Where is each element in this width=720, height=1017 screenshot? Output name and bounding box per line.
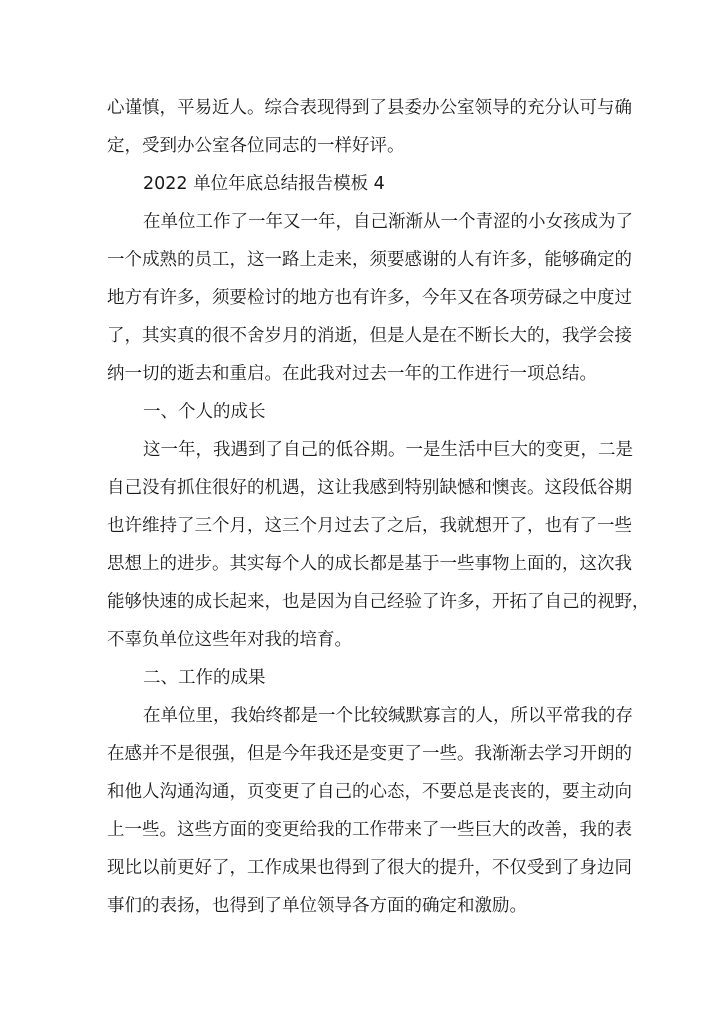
paragraph-line: 一个成熟的员工，这一路上走来，须要感谢的人有许多，能够确定的 — [107, 250, 632, 270]
section-title: 2022 单位年底总结报告模板 4 — [143, 174, 385, 194]
paragraph-line: 在单位工作了一年又一年，自己渐渐从一个青涩的小女孩成为了 — [143, 212, 633, 232]
paragraph-line: 了，其实真的很不舍岁月的消逝，但是人是在不断长大的，我学会接 — [107, 326, 632, 346]
heading-personal-growth: 一、个人的成长 — [143, 402, 266, 422]
paragraph-line: 在单位里，我始终都是一个比较缄默寡言的人，所以平常我的存 — [143, 706, 633, 726]
paragraph-line: 上一些。这些方面的变更给我的工作带来了一些巨大的改善，我的表 — [107, 820, 632, 840]
paragraph-line: 事们的表扬，也得到了单位领导各方面的确定和激励。 — [107, 896, 527, 916]
paragraph-line: 和他人沟通沟通，页变更了自己的心态，不要总是丧丧的，要主动向 — [107, 782, 632, 802]
paragraph-line: 心谨慎，平易近人。综合表现得到了县委办公室领导的充分认可与确 — [107, 98, 632, 118]
paragraph-line: 这一年，我遇到了自己的低谷期。一是生活中巨大的变更，二是 — [143, 440, 633, 460]
paragraph-line: 能够快速的成长起来，也是因为自己经验了许多，开拓了自己的视野， — [107, 592, 650, 612]
paragraph-line: 也许维持了三个月，这三个月过去了之后，我就想开了，也有了一些 — [107, 516, 632, 536]
heading-work-results: 二、工作的成果 — [143, 668, 266, 688]
paragraph-line: 现比以前更好了，工作成果也得到了很大的提升，不仅受到了身边同 — [107, 858, 632, 878]
paragraph-line: 自己没有抓住很好的机遇，这让我感到特别缺憾和懊丧。这段低谷期 — [107, 478, 632, 498]
paragraph-line: 地方有许多，须要检讨的地方也有许多，今年又在各项劳碌之中度过 — [107, 288, 632, 308]
paragraph-line: 不辜负单位这些年对我的培育。 — [107, 630, 352, 650]
paragraph-line: 在感并不是很强，但是今年我还是变更了一些。我渐渐去学习开朗的 — [107, 744, 632, 764]
paragraph-line: 思想上的进步。其实每个人的成长都是基于一些事物上面的，这次我 — [107, 554, 632, 574]
paragraph-line: 定，受到办公室各位同志的一样好评。 — [107, 136, 405, 156]
paragraph-line: 纳一切的逝去和重启。在此我对过去一年的工作进行一项总结。 — [107, 364, 597, 384]
